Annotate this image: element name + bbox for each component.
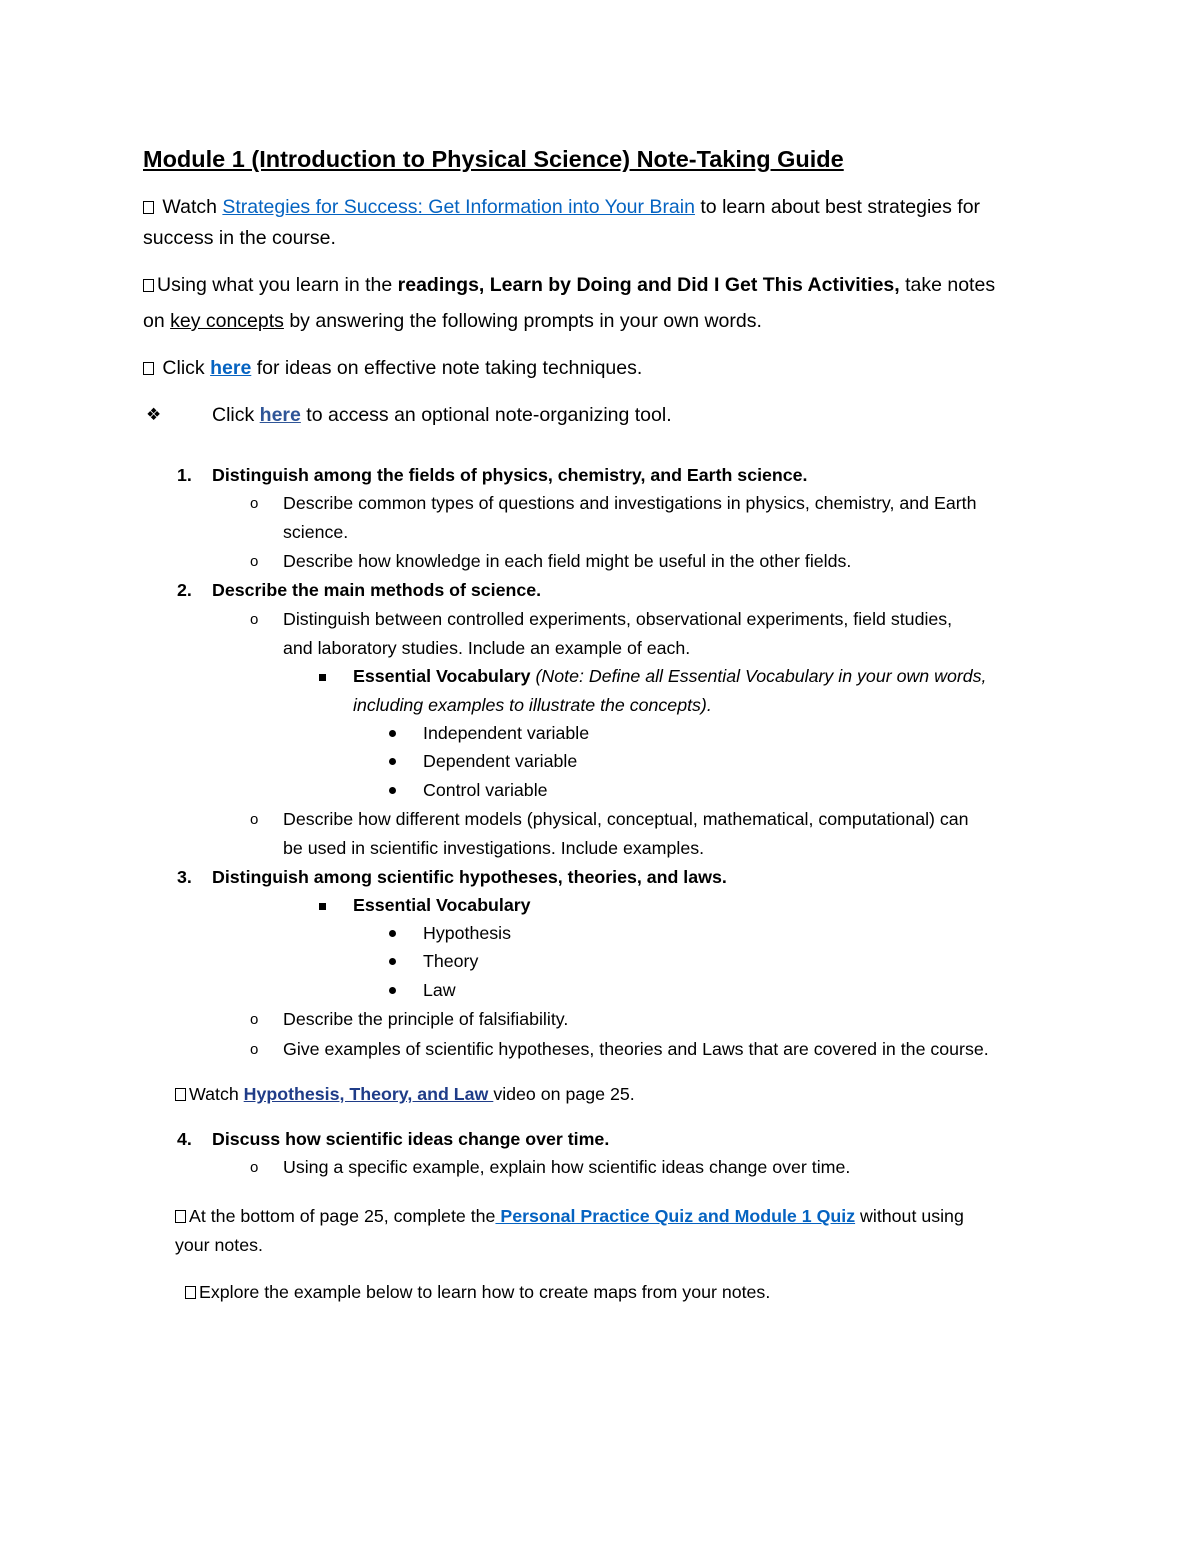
note-organizing-tool-link[interactable]: here: [259, 404, 301, 426]
vocab-dependent-variable: Dependent variable: [423, 751, 578, 771]
list-number: 2.: [177, 580, 192, 600]
prompt-2a-line1: Distinguish between controlled experiments, observational experiments, field studies,: [283, 609, 953, 629]
prompt-3b: Give examples of scientific hypotheses, theories and Laws that are covered in the course.: [283, 1039, 989, 1059]
checkbox-icon[interactable]: [175, 1088, 186, 1101]
click-suffix-2: to access an optional note-organizing tool.: [300, 404, 672, 426]
quiz-line2: your notes.: [175, 1235, 263, 1255]
strategies-for-success-link[interactable]: Strategies for Success: Get Information into Your Brain: [222, 196, 695, 218]
watch-hypothesis-line: [175, 1084, 635, 1105]
checkbox-icon[interactable]: [185, 1286, 196, 1299]
bullet-marker: [389, 987, 396, 994]
vocab-control-variable: Control variable: [423, 780, 548, 800]
list-number: 4.: [177, 1129, 192, 1149]
quiz-link[interactable]: Personal Practice Quiz and Module 1 Quiz: [495, 1206, 856, 1226]
watch-prefix: Watch: [157, 196, 223, 218]
page-title: Module 1 (Introduction to Physical Science) Note-Taking Guide: [143, 146, 844, 172]
on-text: on: [143, 310, 171, 332]
click-here-tool-line: [212, 404, 672, 427]
sub-bullet-marker: o: [250, 1041, 259, 1058]
quiz-line: [175, 1206, 964, 1227]
sub-bullet-marker: o: [250, 811, 259, 828]
checkbox-icon[interactable]: [143, 201, 154, 214]
prompt-2b-line2: be used in scientific investigations. Include examples.: [283, 838, 705, 858]
key-concepts-text: key concepts: [170, 310, 284, 332]
prompt-1: Distinguish among the fields of physics, chemistry, and Earth science.: [212, 465, 808, 485]
prompt-4a: Using a specific example, explain how scientific ideas change over time.: [283, 1157, 851, 1177]
prompts-text: by answering the following prompts in your own words.: [283, 310, 762, 332]
quiz-prefix: At the bottom of page 25, complete the: [189, 1206, 496, 1226]
sub-bullet-marker: o: [250, 611, 259, 628]
quiz-suffix: without using: [855, 1206, 964, 1226]
prompt-1b: Describe how knowledge in each field might be useful in the other fields.: [283, 551, 852, 571]
watch-suffix-2: video on page 25.: [493, 1084, 635, 1104]
hypothesis-theory-law-link[interactable]: Hypothesis, Theory, and Law: [243, 1084, 494, 1104]
click-suffix: for ideas on effective note taking techniques.: [251, 357, 643, 379]
bullet-marker: [389, 787, 396, 794]
prompt-2: Describe the main methods of science.: [212, 580, 542, 600]
square-bullet-marker: [319, 674, 326, 681]
watch-strategies-line: [143, 196, 980, 219]
using-what-text: Using what you learn in the: [157, 274, 398, 296]
checkbox-icon[interactable]: [175, 1210, 186, 1223]
explore-text: Explore the example below to learn how to create maps from your notes.: [199, 1282, 771, 1302]
checkbox-icon[interactable]: [143, 362, 154, 375]
sub-bullet-marker: o: [250, 553, 259, 570]
using-what-line2: [143, 310, 762, 333]
bullet-marker: [389, 730, 396, 737]
essential-vocab-note: (Note: Define all Essential Vocabulary in your own words,: [530, 666, 987, 686]
vocab-law: Law: [423, 980, 456, 1000]
essential-vocab-label: Essential Vocabulary: [353, 666, 531, 686]
watch-strategies-line2: success in the course.: [143, 227, 336, 249]
prompt-3: Distinguish among scientific hypotheses, theories, and laws.: [212, 867, 727, 887]
diamond-bullet-icon: ❖: [146, 405, 162, 424]
prompt-1a-line2: science.: [283, 522, 349, 542]
explore-line: [185, 1282, 770, 1303]
square-bullet-marker: [319, 903, 326, 910]
bullet-marker: [389, 758, 396, 765]
sub-bullet-marker: o: [250, 495, 259, 512]
essential-vocab-label-2: Essential Vocabulary: [353, 895, 531, 915]
vocab-hypothesis: Hypothesis: [423, 923, 511, 943]
using-what-line: [143, 274, 995, 297]
list-number: 3.: [177, 867, 192, 887]
checkbox-icon[interactable]: [143, 279, 154, 292]
sub-bullet-marker: o: [250, 1011, 259, 1028]
prompt-3a: Describe the principle of falsifiability.: [283, 1009, 569, 1029]
click-prefix-2: Click: [212, 404, 260, 426]
sub-bullet-marker: o: [250, 1159, 259, 1176]
activities-text: readings, Learn by Doing and Did I Get This Activities,: [397, 274, 900, 296]
essential-vocab-note-line1: [353, 666, 987, 687]
prompt-4: Discuss how scientific ideas change over time.: [212, 1129, 610, 1149]
bullet-marker: [389, 930, 396, 937]
prompt-2b-line1: Describe how different models (physical, conceptual, mathematical, computational) can: [283, 809, 969, 829]
note-taking-techniques-link[interactable]: here: [210, 357, 252, 379]
vocab-theory: Theory: [423, 951, 479, 971]
bullet-marker: [389, 958, 396, 965]
essential-vocab-note-line2: including examples to illustrate the concepts).: [353, 695, 712, 715]
list-number: 1.: [177, 465, 192, 485]
watch-prefix-2: Watch: [189, 1084, 244, 1104]
click-here-note-taking-line: [143, 357, 642, 380]
take-notes-text: take notes: [899, 274, 996, 296]
prompt-2a-line2: and laboratory studies. Include an example of each.: [283, 638, 691, 658]
watch-suffix: to learn about best strategies for: [694, 196, 981, 218]
vocab-independent-variable: Independent variable: [423, 723, 590, 743]
click-prefix: Click: [157, 357, 211, 379]
prompt-1a-line1: Describe common types of questions and investigations in physics, chemistry, and Earth: [283, 493, 977, 513]
